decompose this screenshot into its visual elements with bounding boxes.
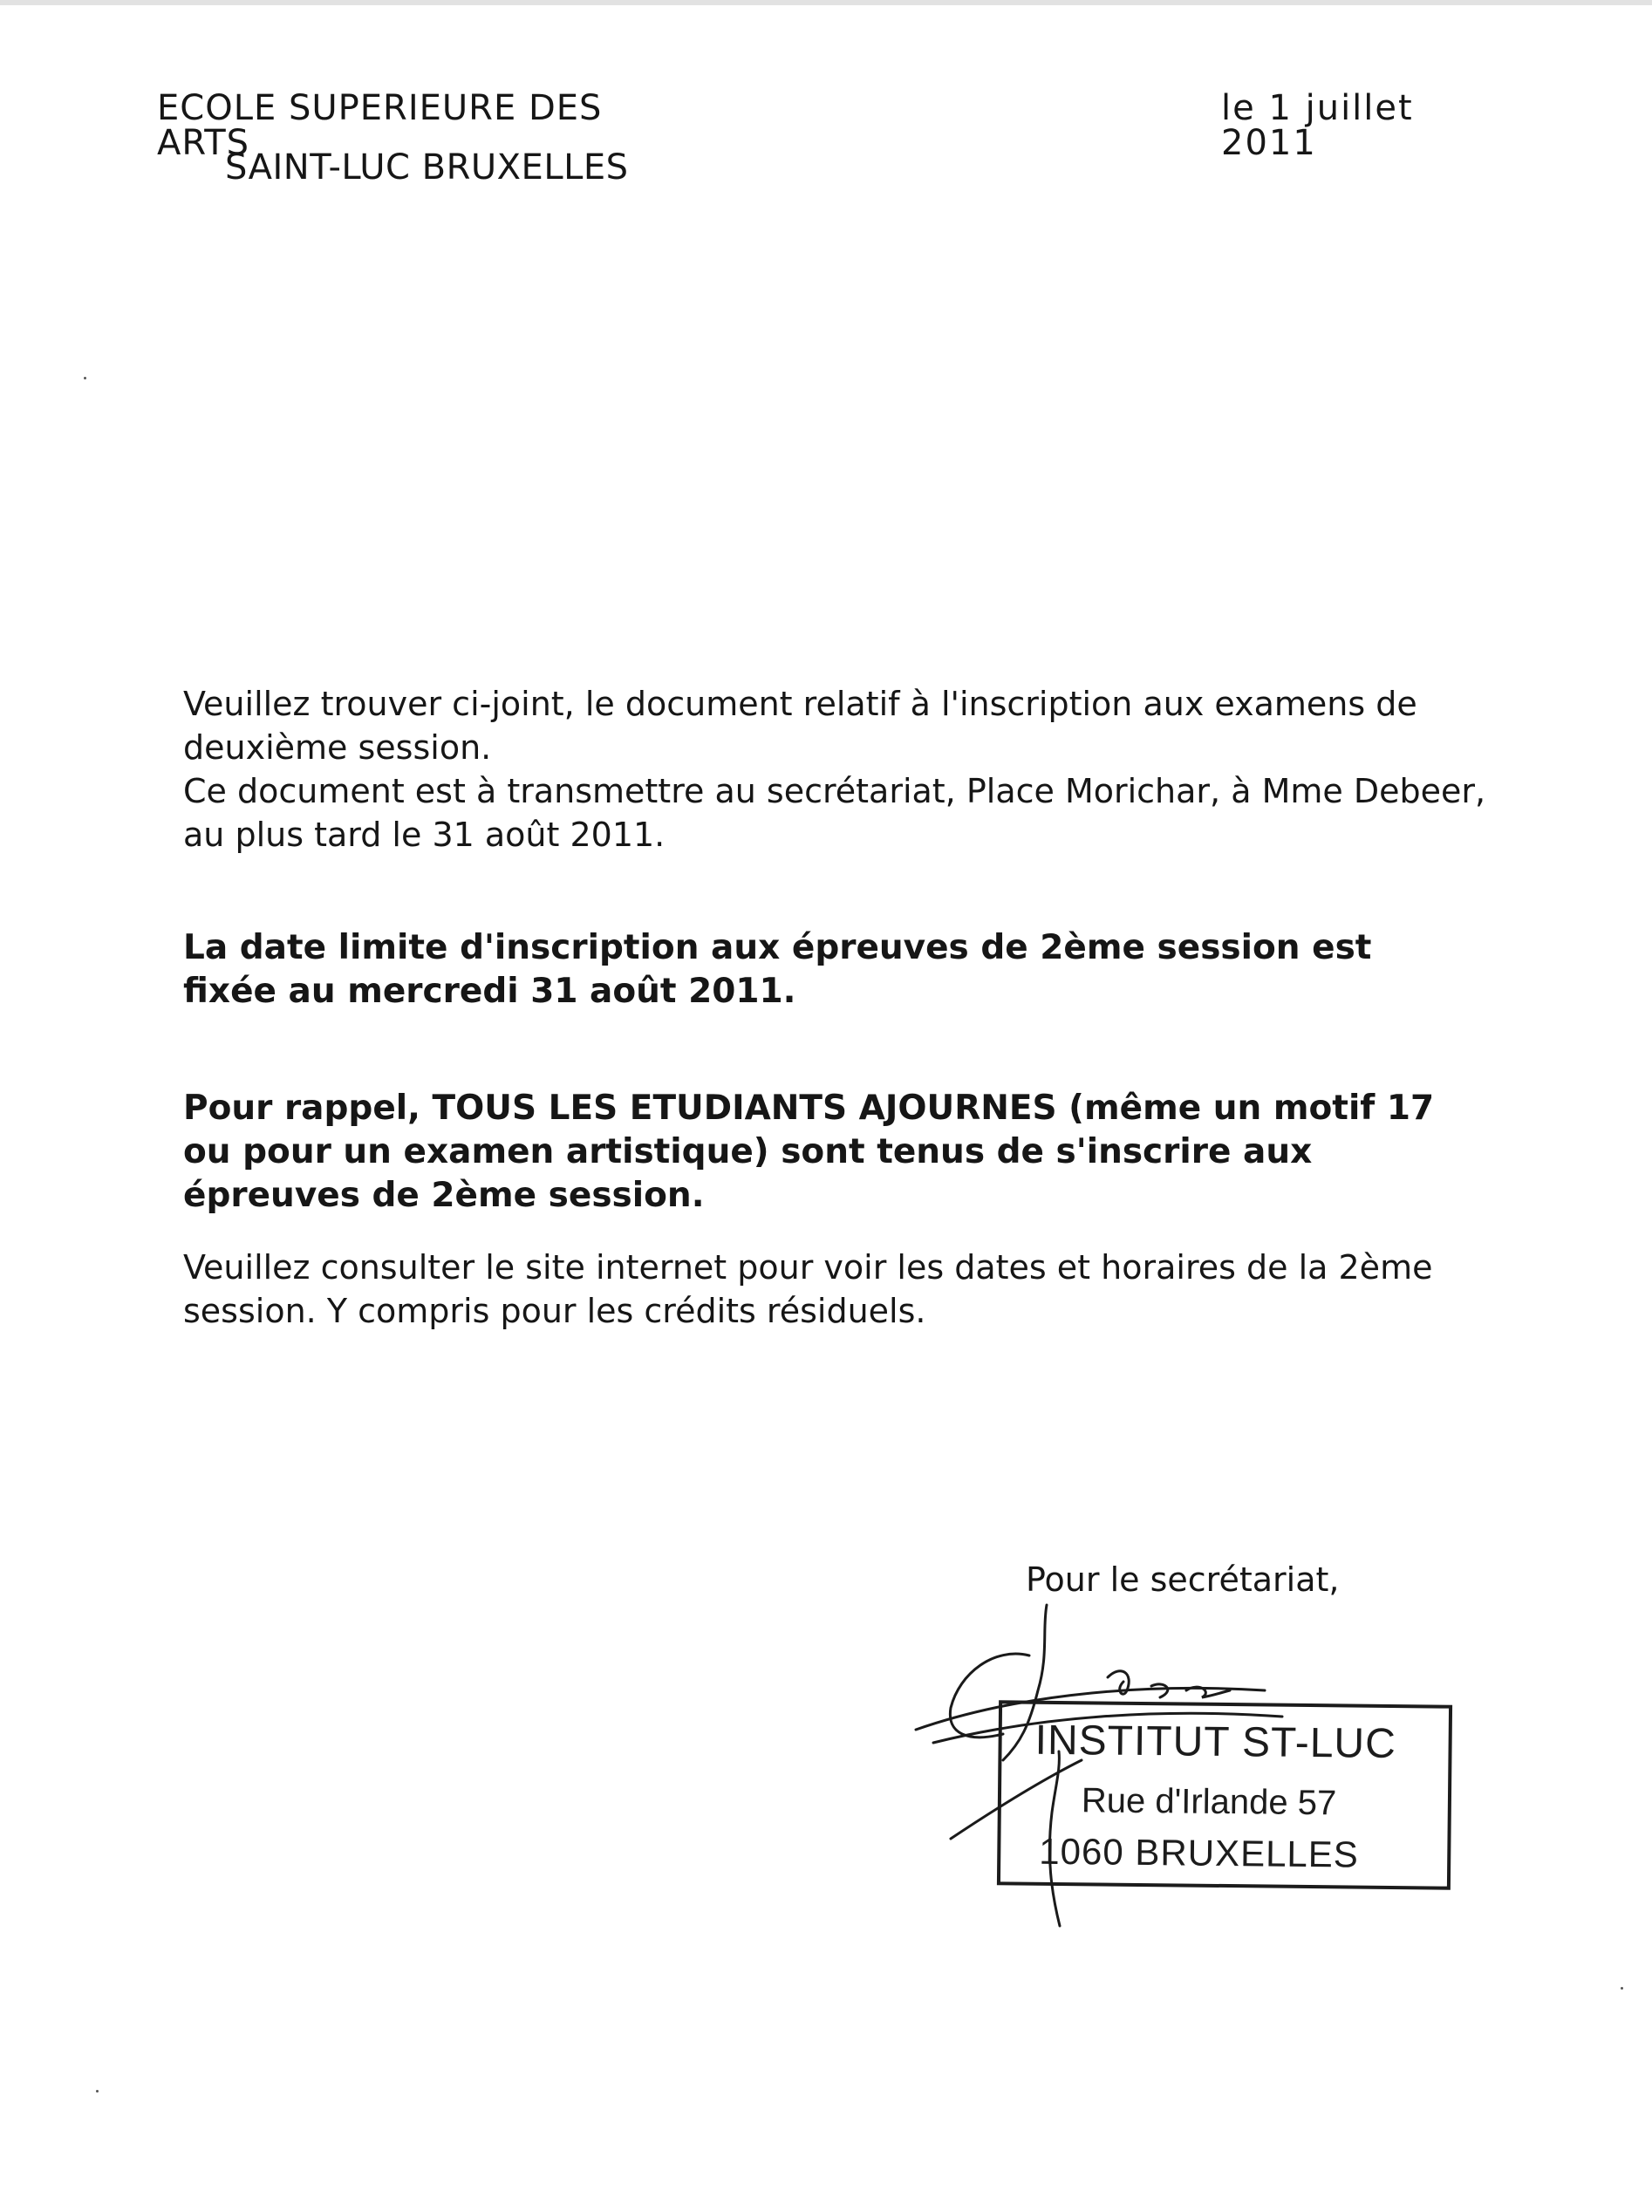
- school-name-line2: SAINT-LUC BRUXELLES: [225, 147, 629, 188]
- text-line: épreuves de 2ème session.: [183, 1176, 705, 1215]
- scan-speck: [84, 377, 86, 379]
- text-line: Pour rappel, TOUS LES ETUDIANTS AJOURNES (même un motif 17: [183, 1089, 1435, 1128]
- text-line: au plus tard le 31 août 2011.: [183, 816, 666, 854]
- paragraph-reminder: [183, 1087, 1434, 1218]
- paragraph-instructions: [183, 682, 1485, 857]
- text-line: Veuillez trouver ci-joint, le document relatif à l'inscription aux examens de: [183, 685, 1417, 723]
- handwritten-signature: [898, 1594, 1509, 1891]
- scan-speck: [96, 2090, 99, 2093]
- text-line: Veuillez consulter le site internet pour voir les dates et horaires de la 2ème: [183, 1248, 1433, 1287]
- school-name-line1: ECOLE SUPERIEURE DES ARTS: [157, 88, 603, 163]
- scan-speck: [1621, 1987, 1623, 1990]
- text-line: ou pour un examen artistique) sont tenus de s'inscrire aux: [183, 1132, 1313, 1171]
- scan-top-edge: [0, 0, 1652, 5]
- signoff: Pour le secrétariat,: [1026, 1560, 1340, 1599]
- text-line: Ce document est à transmettre au secrétariat, Place Morichar, à Mme Debeer,: [183, 772, 1486, 810]
- text-line: fixée au mercredi 31 août 2011.: [183, 972, 796, 1011]
- stamp-street: Rue d'Irlande 57: [1081, 1781, 1337, 1823]
- paragraph-website: [183, 1246, 1432, 1333]
- letter-date: le 1 juillet 2011: [1221, 88, 1414, 163]
- stamp-name: INSTITUT ST-LUC: [1034, 1717, 1397, 1768]
- text-line: La date limite d'inscription aux épreuves de 2ème session est: [183, 928, 1372, 967]
- text-line: session. Y compris pour les crédits résiduels.: [183, 1292, 926, 1330]
- stamp-city: 1060 BRUXELLES: [1039, 1830, 1360, 1875]
- paragraph-deadline: [183, 926, 1371, 1014]
- text-line: deuxième session.: [183, 728, 492, 767]
